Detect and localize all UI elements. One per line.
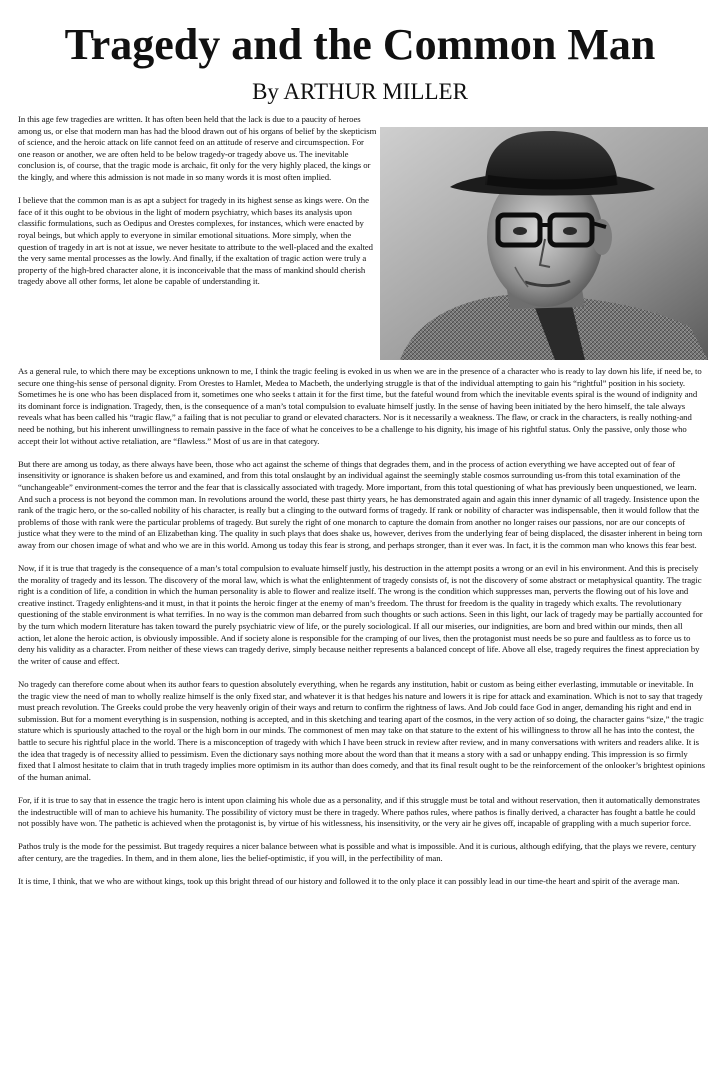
paragraph: In this age few tragedies are written. It has often been held that the lack is due to a paucity of heroes among us, or else that modern man has had the blood drawn out of his organs of belief by the skepticism of science, and the heroic attack on life cannot feed on an attitude of reserve and circumspection. For one reason or another, we are often held to be below tragedy-or tragedy above us. The inevitable conclusion is, of course, that the tragic mode is archaic, fit only for the very highly placed, the kings or the kingly, and where this admission is not made in so many words it is most often implied. — [18, 114, 377, 182]
paragraph: No tragedy can therefore come about when its author fears to question absolutely everything, when he regards any institution, habit or custom as being either everlasting, immutable or inevitable. In the tragic view the need of man to wholly realize himself is the only fixed star, and whatever it is that hedges his nature and lowers it is ripe for attack and examination. Which is not to say that tragedy must preach revolution. The Greeks could probe the very heavenly origin of their ways and return to confirm the rightness of laws. And Job could face God in anger, demanding his right and end in submission. But for a moment everything is in suspension, nothing is accepted, and in this sketching and tearing apart of the cosmos, in the very action of so doing, the character gains “size,” the tragic stature which is spuriously attached to the royal or the high born in our minds. The commonest of men may take on that stature to the extent of his willingness to throw all he has into the contest, the battle to secure his rightful place in the world. There is a misconception of tragedy with which I have been struck in review after review, and in many conversations with writers and readers alike. It is the idea that tragedy is of necessity allied to pessimism. Even the dictionary says nothing more about the word than that it means a story with a sad or unhappy ending. This impression is so firmly fixed that I almost hesitate to claim that in truth tragedy implies more optimism in its author than does comedy, and that its final result ought to be the reinforcement of the onlooker’s brightest opinions of the human animal. — [18, 679, 705, 782]
author-portrait-icon — [380, 127, 708, 360]
article-body — [18, 366, 706, 899]
paragraph: It is time, I think, that we who are without kings, took up this bright thread of our history and followed it to the only place it can possibly lead in our time-the heart and spirit of the average man. — [18, 876, 680, 887]
paragraph: For, if it is true to say that in essence the tragic hero is intent upon claiming his whole due as a personality, and if this struggle must be total and without reservation, then it automatically demonstrates the indestructible will of man to achieve his humanity. The possibility of victory must be there in tragedy. Where pathos rules, where pathos is finally derived, a character has fought a battle he could not possibly have won. The pathetic is achieved when the protagonist is, by virtue of his witlessness, his insensitivity, or the very air he gives off, incapable of grappling with a much superior force. — [18, 794, 700, 829]
paragraph: But there are among us today, as there always have been, those who act against the scheme of things that degrades them, and in the process of action everything we have accepted out of fear of insensitivity or ignorance is shaken before us and examined, and from this total onslaught by an individual against the seemingly stable cosmos surrounding us-from this total examination of the “unchangeable” environment-comes the terror and the fear that is classically associated with tragedy. More important, from this total questioning of what has previously been unquestioned, we learn. And such a process is not beyond the common man. In revolutions around the world, these past thirty years, he has demonstrated again and again this inner dynamic of all tragedy. Insistence upon the rank of the tragic hero, or the so-called nobility of his character, is really but a clinging to the outward forms of tragedy. If rank or nobility of character was indispensable, then it would follow that the problems of those with rank were the particular problems of tragedy. But surely the right of one monarch to capture the domain from another no longer raises our passions, nor are our concepts of justice what they were to the mind of an Elizabethan king. The quality in such plays that does shake us, however, derives from the underlying fear of being displaced, the disaster inherent in being torn away from our chosen image of what and who we are in this world. Among us today this fear is strong, and perhaps stronger, than it ever was. In fact, it is the common man who knows this fear best. — [18, 458, 703, 550]
article-title: Tragedy and the Common Man — [64, 20, 656, 69]
author-portrait — [380, 127, 708, 360]
paragraph: I believe that the common man is as apt a subject for tragedy in its highest sense as kings were. On the face of it this ought to be obvious in the light of modern psychiatry, which bases its analysis upon classific formulations, such as Oedipus and Orestes complexes, for instances, which were enacted by royal beings, but which apply to everyone in similar emotional situations. More simply, when the question of tragedy in art is not at issue, we never hesitate to attribute to the well-placed and the exalted the very same mental processes as the lowly. And finally, if the exaltation of tragic action were truly a property of the high-bred character alone, it is inconceivable that the mass of mankind should cherish tragedy above all other forms, let alone be capable of understanding it. — [18, 195, 373, 287]
paragraph: Pathos truly is the mode for the pessimist. But tragedy requires a nicer balance between what is possible and what is impossible. And it is curious, although edifying, that the plays we revere, century after century, are the tragedies. In them, and in them alone, lies the belief-optimistic, if you will, in the perfectibility of man. — [18, 841, 697, 863]
paragraph: Now, if it is true that tragedy is the consequence of a man’s total compulsion to evaluate himself justly, his destruction in the attempt posits a wrong or an evil in his environment. And this is precisely the morality of tragedy and its lesson. The discovery of the moral law, which is what the enlightenment of tragedy consists of, is not the discovery of some abstract or metaphysical quantity. The tragic right is a condition of life, a condition in which the human personality is able to flower and realize itself. The wrong is the condition which suppresses man, perverts the flowing out of his love and creative instinct. Tragedy enlightens-and it must, in that it points the heroic finger at the enemy of man’s freedom. The thrust for freedom is the quality in tragedy which exalts. The revolutionary questioning of the stable environment is what terrifies. In no way is the common man debarred from such thoughts or such actions. Seen in this light, our lack of tragedy may be partially accounted for by the turn which modern literature has taken toward the purely psychiatric view of life, or the purely sociological. If all our miseries, our indignities, are born and bred within our minds, then all action, let alone the heroic action, is obviously impossible. And if society alone is responsible for the cramping of our lives, then the protagonist must needs be so pure and faultless as to force us to deny his validity as a character. From neither of these views can tragedy derive, simply because neither represents a balanced concept of life. Above all else, tragedy requires the finest appreciation by the writer of cause and effect. — [18, 563, 703, 666]
paragraph: As a general rule, to which there may be exceptions unknown to me, I think the tragic feeling is evoked in us when we are in the presence of a character who is ready to lay down his life, if need be, to secure one thing-his sense of personal dignity. From Orestes to Hamlet, Medea to Macbeth, the underlying struggle is that of the individual attempting to gain his “rightful” position in his society. Sometimes he is one who has been displaced from it, sometimes one who seeks t attain it for the first time, but the fateful wound from which the inevitable events spiral is the wound of indignity and its dominant force is indignation. Tragedy, then, is the consequence of a man’s total compulsion to evaluate himself justly. In the sense of having been initiated by the hero himself, the tale always reveals what has been called his “tragic flaw,” a failing that is not peculiar to grand or elevated characters. Nor is it necessarily a weakness. The flaw, or crack in the characters, is really nothing-and need be nothing, but his inherent unwillingness to remain passive in the face of what he conceives to be a challenge to his dignity, his image of his rightful status. Only the passive, only those who accept their lot without active retaliation, are “flawless.” Most of us are in that category. — [18, 366, 702, 446]
article-byline: By ARTHUR MILLER — [252, 79, 468, 104]
intro-column — [18, 114, 378, 300]
